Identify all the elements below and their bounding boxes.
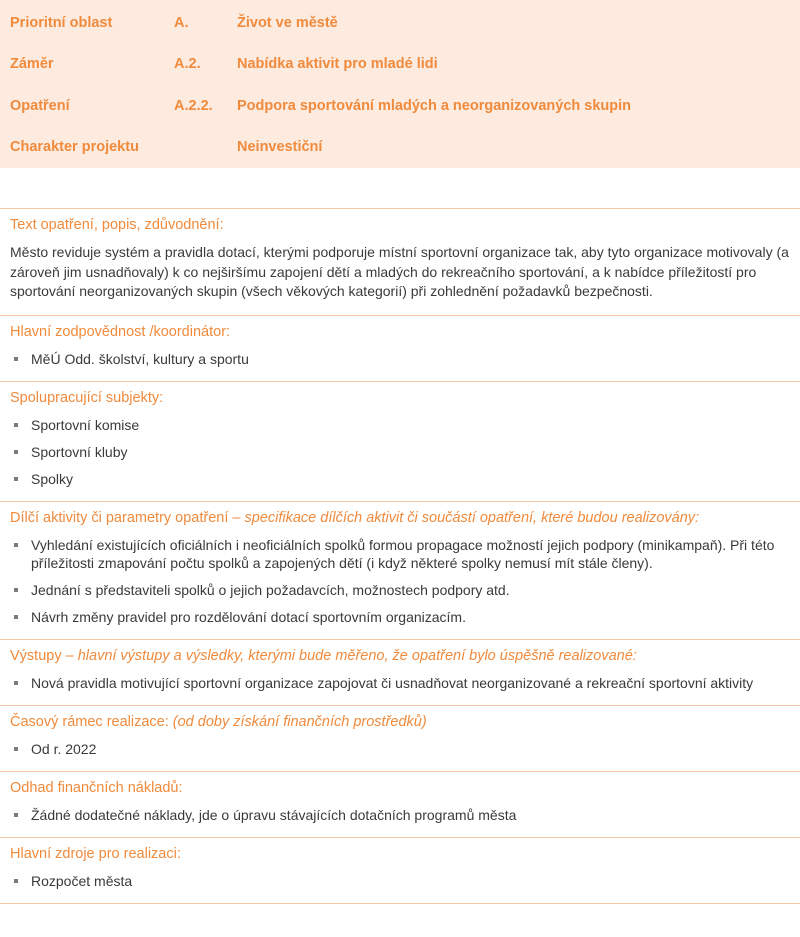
header-row-character bbox=[0, 127, 800, 169]
square-bullet-icon bbox=[14, 450, 18, 454]
bullet-list bbox=[10, 872, 790, 890]
header-code: A.2.2. bbox=[174, 97, 213, 114]
square-bullet-icon bbox=[14, 879, 18, 883]
list-item bbox=[10, 470, 790, 488]
list-item-text: Spolky bbox=[31, 470, 74, 487]
list-item-text: Od r. 2022 bbox=[31, 740, 97, 757]
list-item-text: Rozpočet města bbox=[31, 872, 133, 889]
header-value: Nabídka aktivit pro mladé lidi bbox=[237, 56, 438, 73]
header-label: Charakter projektu bbox=[10, 139, 139, 156]
square-bullet-icon bbox=[14, 747, 18, 751]
section-costs bbox=[0, 771, 800, 837]
header-code: A.2. bbox=[174, 56, 201, 73]
square-bullet-icon bbox=[14, 588, 18, 592]
square-bullet-icon bbox=[14, 681, 18, 685]
header-value: Život ve městě bbox=[237, 14, 338, 31]
square-bullet-icon bbox=[14, 813, 18, 817]
list-item bbox=[10, 740, 790, 758]
list-item-text: Jednání s představiteli spolků o jejich požadavcích, možnostech podpory atd. bbox=[31, 581, 510, 598]
section-partners bbox=[0, 381, 800, 501]
header-label: Opatření bbox=[10, 97, 70, 114]
header-value: Podpora sportování mladých a neorganizovaných skupin bbox=[237, 97, 631, 114]
bullet-list bbox=[10, 416, 790, 488]
header-panel bbox=[0, 0, 800, 168]
section-title: Hlavní zdroje pro realizaci: bbox=[10, 845, 181, 862]
bullet-list bbox=[10, 350, 790, 368]
list-item-text: Sportovní kluby bbox=[31, 443, 128, 460]
section-title bbox=[10, 713, 790, 731]
list-item bbox=[10, 806, 790, 824]
square-bullet-icon bbox=[14, 615, 18, 619]
section-title-note: – specifikace dílčích aktivit či součástí opatření, které budou realizovány: bbox=[228, 509, 700, 526]
list-item bbox=[10, 416, 790, 434]
header-label: Záměr bbox=[10, 56, 54, 73]
bullet-list bbox=[10, 674, 790, 692]
square-bullet-icon bbox=[14, 357, 18, 361]
header-code: A. bbox=[174, 14, 189, 31]
section-outputs bbox=[0, 639, 800, 705]
square-bullet-icon bbox=[14, 477, 18, 481]
section-title-note: – hlavní výstupy a výsledky, kterými bude měřeno, že opatření bylo úspěšně realizované: bbox=[61, 647, 637, 664]
section-responsibility bbox=[0, 315, 800, 381]
list-item bbox=[10, 536, 790, 572]
square-bullet-icon bbox=[14, 543, 18, 547]
list-item bbox=[10, 443, 790, 461]
list-item bbox=[10, 581, 790, 599]
section-activities bbox=[0, 501, 800, 639]
section-body: Město reviduje systém a pravidla dotací, kterými podporuje místní sportovní organizace tak, aby tyto organizace motivovaly (a zároveň jim usnadňovaly) k co nejširšímu zapojení dětí a mladých do rekreačního sportování, a k nabídce příležitostí pro sportování neorganizovaných skupin (všech věkových kategorií) při zohlednění požadavků bezpečnosti. bbox=[10, 244, 789, 299]
section-text bbox=[0, 208, 800, 315]
header-row-goal bbox=[0, 44, 800, 86]
list-item bbox=[10, 872, 790, 890]
section-title bbox=[10, 509, 790, 527]
list-item bbox=[10, 350, 790, 368]
section-title: Spolupracující subjekty: bbox=[10, 389, 164, 406]
header-row-measure bbox=[0, 85, 800, 127]
list-item-text: Sportovní komise bbox=[31, 416, 140, 433]
section-title-note: (od doby získání finančních prostředků) bbox=[168, 713, 427, 730]
section-title: Hlavní zodpovědnost /koordinátor: bbox=[10, 323, 231, 340]
list-item bbox=[10, 608, 790, 626]
section-timeframe bbox=[0, 705, 800, 771]
section-title-main: Výstupy bbox=[10, 647, 62, 664]
list-item-text: Žádné dodatečné náklady, jde o úpravu stávajících dotačních programů města bbox=[31, 806, 517, 823]
list-item bbox=[10, 674, 790, 692]
header-label: Prioritní oblast bbox=[10, 14, 113, 31]
section-title bbox=[10, 647, 790, 665]
list-item-text: Vyhledání existujících oficiálních i neoficiálních spolků formou propagace možností jejich podpory (minikampaň). Při této příležitosti zmapování počtu spolků a zapojených dětí (i když některé spolky nemusí mít stále členy). bbox=[31, 536, 775, 571]
list-item-text: Návrh změny pravidel pro rozdělování dotací sportovním organizacím. bbox=[31, 608, 466, 625]
section-title-main: Časový rámec realizace: bbox=[10, 713, 169, 730]
header-value: Neinvestiční bbox=[237, 139, 323, 156]
square-bullet-icon bbox=[14, 423, 18, 427]
list-item-text: Nová pravidla motivující sportovní organizace zapojovat či usnadňovat neorganizované a rekreační sportovní aktivity bbox=[31, 674, 754, 691]
bullet-list bbox=[10, 740, 790, 758]
header-row-priority bbox=[0, 2, 800, 44]
section-title-main: Dílčí aktivity či parametry opatření bbox=[10, 509, 229, 526]
section-title: Odhad finančních nákladů: bbox=[10, 779, 183, 796]
section-sources bbox=[0, 837, 800, 904]
section-title: Text opatření, popis, zdůvodnění: bbox=[10, 217, 224, 233]
bullet-list bbox=[10, 806, 790, 824]
bullet-list bbox=[10, 536, 790, 626]
list-item-text: MěÚ Odd. školství, kultury a sportu bbox=[31, 350, 249, 367]
sections bbox=[0, 208, 800, 904]
